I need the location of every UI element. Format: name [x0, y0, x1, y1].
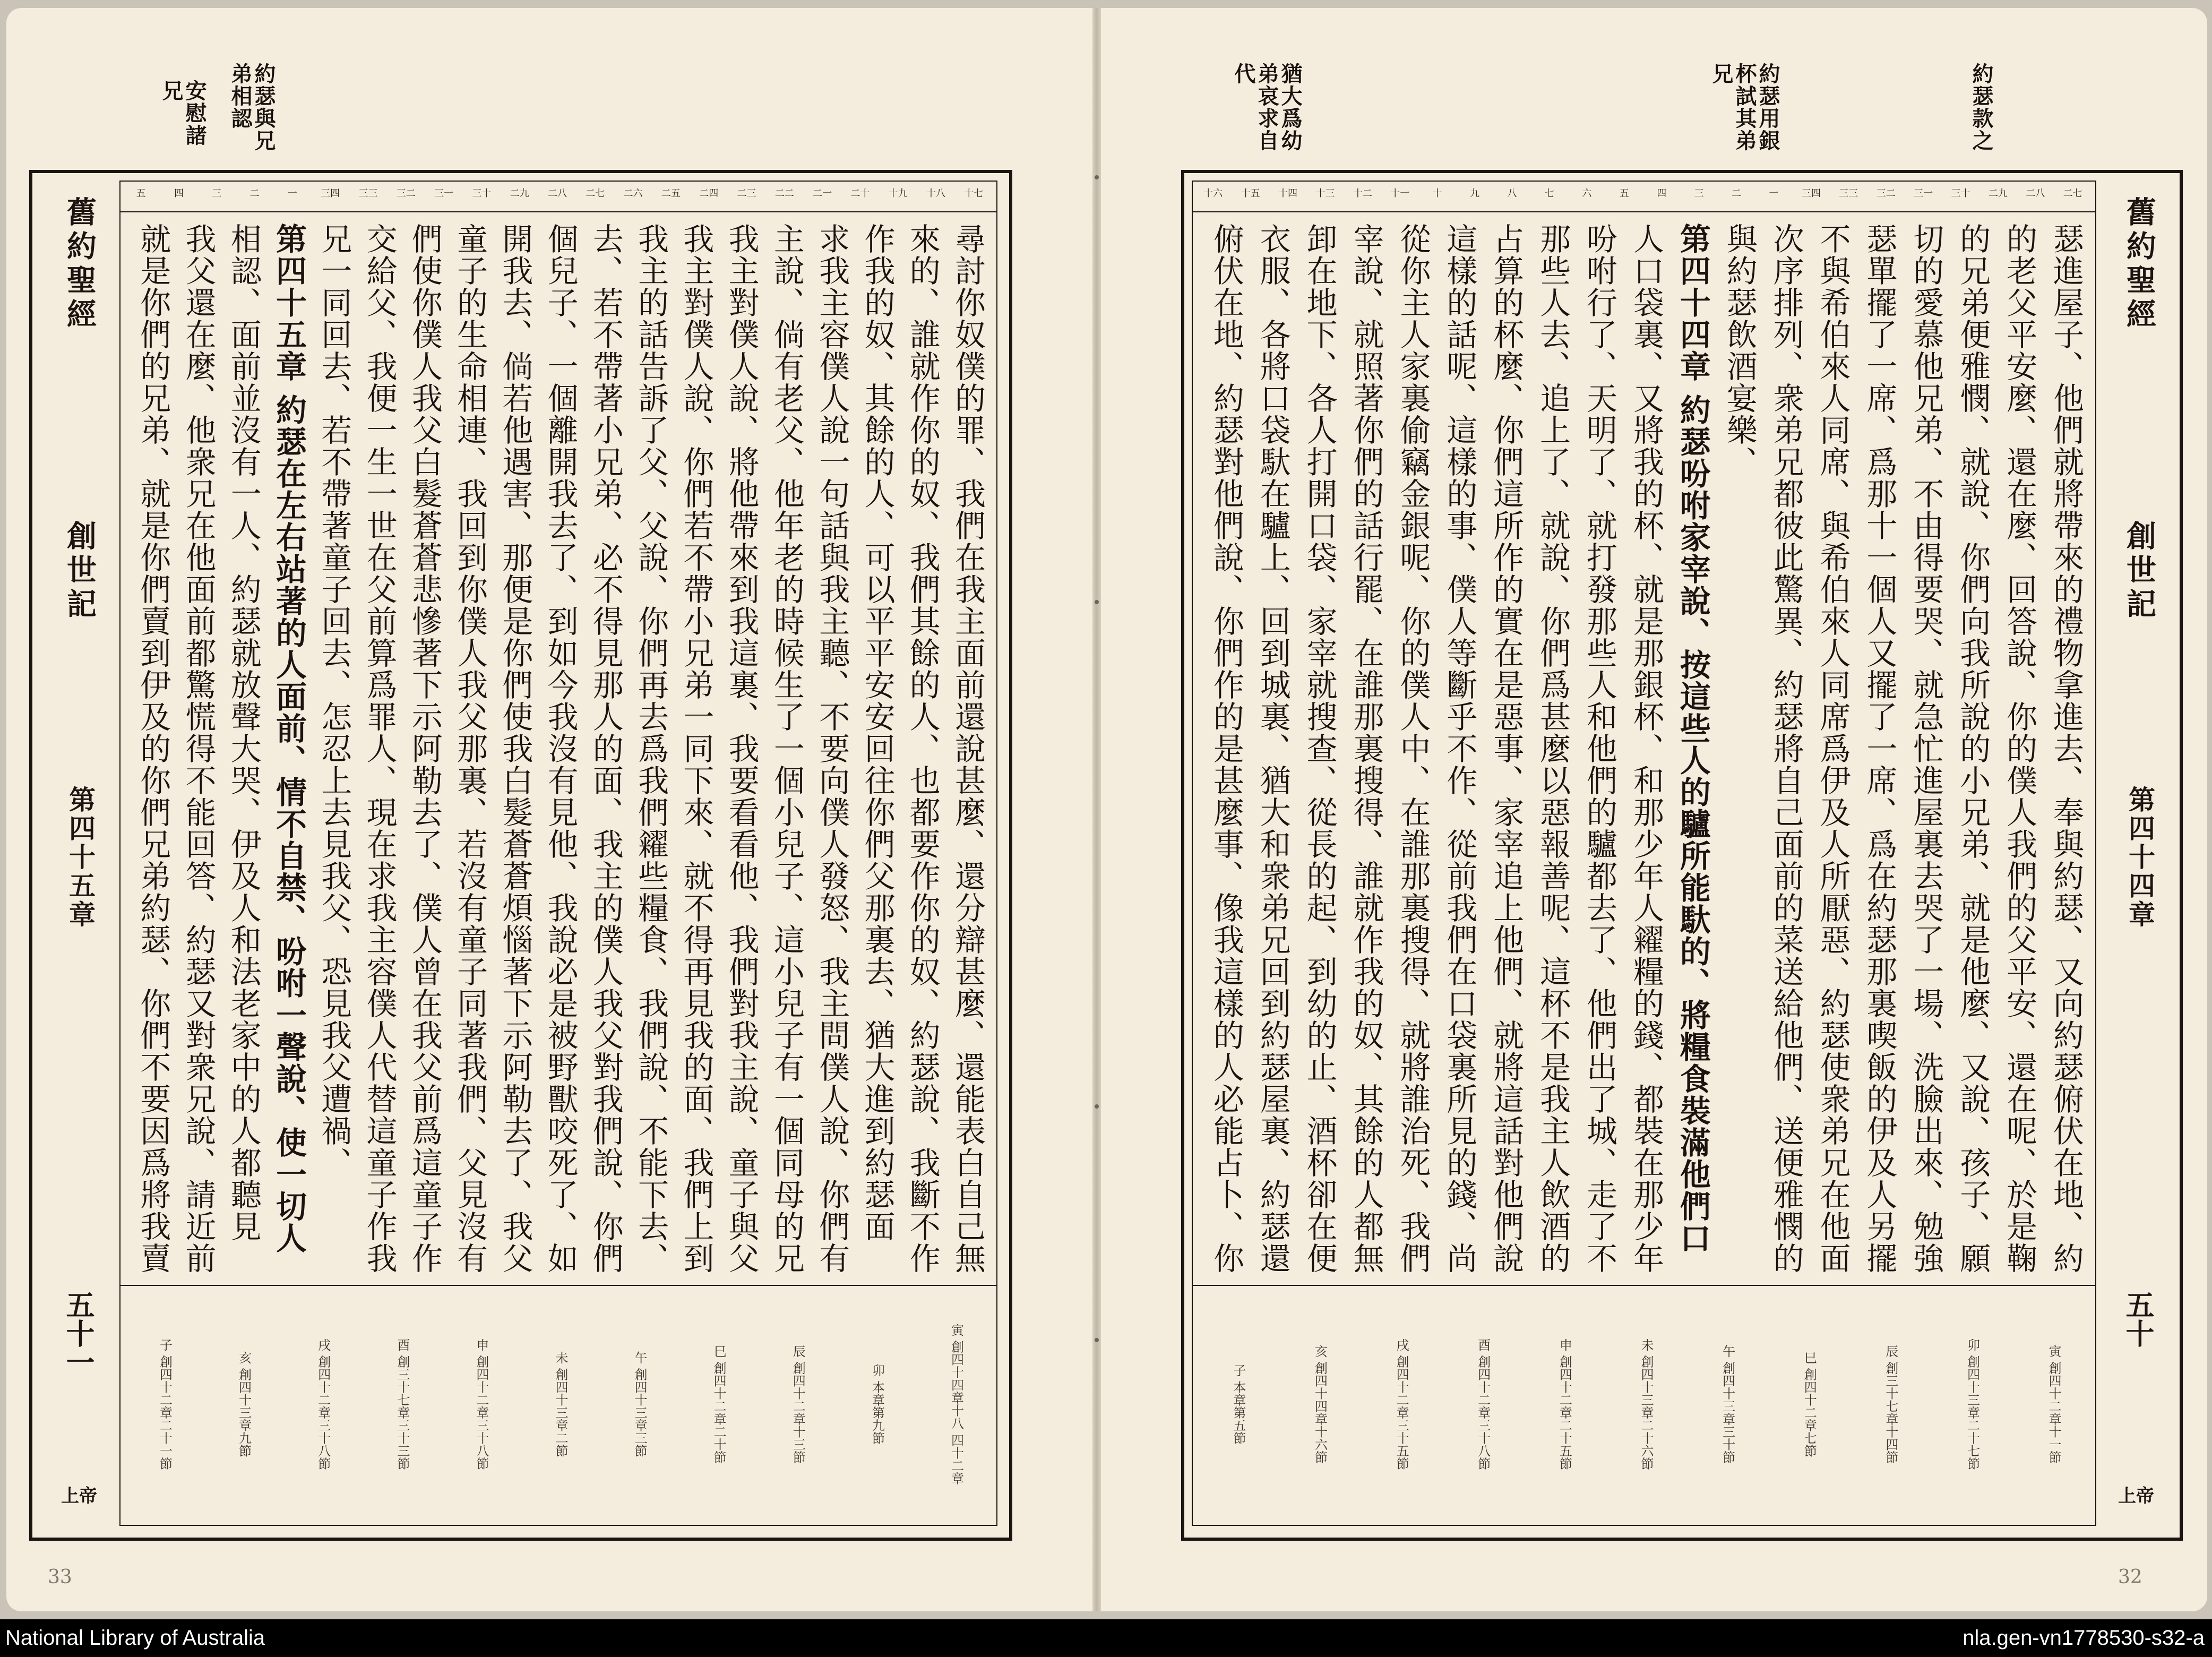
- left-book-title: 舊約聖經: [62, 196, 97, 332]
- verse-number: 二七: [2063, 188, 2082, 199]
- left-xref-rule: [119, 1285, 996, 1286]
- right-page-number: 五十: [2121, 1290, 2155, 1347]
- verse-number: 二五: [661, 188, 681, 199]
- body-column: 我主的話告訴了父、父說、你們再去爲我們糴些糧食、我們說、不能下去、: [633, 223, 669, 1274]
- cross-reference: 子 創四十二章二十一節: [157, 1338, 173, 1470]
- binding-stitch: [1095, 175, 1099, 179]
- verse-number: 三四: [321, 188, 340, 199]
- verse-number: 三四: [1801, 188, 1821, 199]
- verse-number: 三: [212, 188, 222, 199]
- verse-number: 四: [1657, 188, 1667, 199]
- verse-number: 十四: [1278, 188, 1298, 199]
- footer-library-name: National Library of Australia: [5, 1626, 265, 1650]
- cross-reference: 酉 創三十七章三十三節: [394, 1338, 410, 1470]
- verse-number: 三一: [434, 188, 454, 199]
- verse-number: 二八: [2026, 188, 2045, 199]
- right-verse-number-rule: [1192, 211, 2095, 212]
- left-verse-numbers: [122, 186, 993, 207]
- footer-identifier: nla.gen-vn1778530-s32-a: [1963, 1626, 2205, 1650]
- cross-reference: 午 創四十三章三十節: [1720, 1345, 1735, 1464]
- verse-number: 二四: [699, 188, 719, 199]
- left-chapter-label: 第四十五章: [65, 786, 96, 929]
- right-body-text: [1202, 223, 2089, 1280]
- left-top-note-3: 猶大爲幼弟哀求自代: [1231, 63, 1303, 152]
- right-xref-rule: [1192, 1285, 2095, 1286]
- binding-stitch: [1095, 600, 1099, 604]
- verse-number: 二三: [737, 188, 756, 199]
- verse-number: 七: [1544, 188, 1554, 199]
- cross-reference: 午 創四十三章三節: [632, 1351, 648, 1457]
- left-top-note-1: 約瑟與兄弟相認: [228, 63, 276, 152]
- verse-number: 一: [287, 188, 297, 199]
- body-column: 俯伏在地、約瑟對他們說、你們作的是甚麼事、像我這樣的人必能占卜、你: [1208, 223, 1244, 1274]
- verse-number: 三: [1694, 188, 1704, 199]
- verse-number: 三十: [472, 188, 492, 199]
- verse-number: 五: [1619, 188, 1629, 199]
- verse-number: 八: [1507, 188, 1517, 199]
- body-column: 的兄弟便雅憫、就說、你們向我所說的小兄弟、就是他麼、又說、孩子、願: [1955, 223, 1991, 1274]
- verse-number: 九: [1470, 188, 1480, 199]
- verse-number: 二: [1732, 188, 1742, 199]
- body-column: 從你主人家裏偷竊金銀呢、你的僕人中、在誰那裏搜得、就將誰治死、我們: [1395, 223, 1431, 1274]
- verse-number: 十五: [1241, 188, 1260, 199]
- body-column: 次序排列、衆弟兄都彼此驚異、約瑟將自己面前的菜送給他們、送便雅憫的: [1768, 223, 1804, 1274]
- left-book-name: 創世記: [62, 520, 97, 622]
- body-column: 占算的杯麼、你們這所作的實在是惡事、家宰追上他們、就將這話對他們說: [1488, 223, 1525, 1274]
- right-god-label: 上帝: [2118, 1486, 2154, 1507]
- body-column: 兄一同回去、若不帶著童子回去、怎忍上去見我父、恐見我父遭禍、: [316, 223, 352, 1179]
- verse-number: 三一: [1914, 188, 1933, 199]
- left-body-text: [130, 223, 990, 1280]
- left-verse-number-rule: [119, 211, 996, 212]
- cross-reference: 酉 創四十二章三十八節: [1475, 1338, 1491, 1470]
- body-column: 我主對僕人說、將他帶來到我這裏、我要看看他、我們對我主說、童子與父: [723, 223, 760, 1274]
- left-top-note-2: 安慰諸兄: [159, 80, 207, 147]
- body-column: 切的愛慕他兄弟、不由得要哭、就急忙進屋裏去哭了一場、洗臉出來、勉強: [1908, 223, 1944, 1274]
- verse-number: 十一: [1390, 188, 1410, 199]
- verse-number: 二六: [623, 188, 643, 199]
- left-page-number: 五十一: [62, 1290, 96, 1376]
- cross-reference: 申 創四十二章二十五節: [1557, 1338, 1572, 1470]
- body-column: 那些人去、追上了、就說、你們爲甚麼以惡報善呢、這杯不是我主人飲酒的: [1535, 223, 1571, 1274]
- body-column: 瑟進屋子、他們就將帶來的禮物拿進去、奉與約瑟、又向約瑟俯伏在地、約: [2047, 223, 2084, 1274]
- binding-stitch: [1095, 1338, 1099, 1342]
- verse-number: 十八: [926, 188, 946, 199]
- verse-number: 三十: [1951, 188, 1970, 199]
- cross-reference: 申 創四十二章三十八節: [474, 1338, 489, 1470]
- cross-reference: 戌 創四十二章三十五節: [1394, 1338, 1409, 1470]
- verse-number: 十: [1432, 188, 1442, 199]
- cross-reference: 子 本章第五節: [1230, 1364, 1246, 1445]
- verse-number: 三二: [396, 188, 416, 199]
- body-column: 童子的生命相連、我回到你僕人我父那裏、若沒有童子同著我們、父見沒有: [452, 223, 488, 1274]
- body-column: 我主對僕人說、你們若不帶小兄弟一同下來、就不得再見我的面、我們上到: [678, 223, 715, 1274]
- body-column: 交給父、我便一生一世在父前算爲罪人、現在求我主容僕人代替這童子作我: [361, 223, 398, 1274]
- body-column: 卸在地下、各人打開口袋、家宰就搜查、從長的起、到幼的止、酒杯卻在便: [1301, 223, 1338, 1274]
- verse-number: 十二: [1353, 188, 1372, 199]
- verse-number: 二一: [813, 188, 832, 199]
- body-column: 宰說、就照著你們的話行罷、在誰那裏搜得、誰就作我的奴、其餘的人都無: [1348, 223, 1384, 1274]
- right-chapter-label: 第四十四章: [2124, 786, 2156, 929]
- verse-number: 三三: [358, 188, 378, 199]
- verse-number: 二七: [586, 188, 605, 199]
- cross-reference: 巳 創四十二章七節: [1802, 1351, 1817, 1457]
- right-folio: 32: [2118, 1566, 2142, 1588]
- body-column: 作我的奴、其餘的人、可以平平安安回往你們父那裏去、猶大進到約瑟面: [859, 223, 896, 1242]
- cross-reference: 未 創四十三章二節: [553, 1351, 568, 1457]
- verse-number: 二八: [548, 188, 567, 199]
- right-book-name: 創世記: [2122, 520, 2157, 622]
- cross-reference: 卯 本章第九節: [870, 1364, 885, 1445]
- cross-reference: 寅 創四十二章十一節: [2046, 1345, 2062, 1464]
- footer-bar: [0, 1619, 2212, 1657]
- verse-number: 十六: [1203, 188, 1223, 199]
- body-column: 人口袋裏、又將我的杯、就是那銀杯、和那少年人糴糧的錢、都裝在那少年: [1628, 223, 1664, 1274]
- cross-reference: 巳 創四十二章二十節: [711, 1345, 727, 1464]
- binding-stitch: [1095, 1104, 1099, 1109]
- verse-number: 二九: [1988, 188, 2008, 199]
- cross-reference: 亥 創四十四章十六節: [1312, 1345, 1328, 1464]
- body-column: 這樣的話呢、這樣的事、僕人等斷乎不作、從前我們在口袋裏所見的錢、尚: [1441, 223, 1478, 1274]
- cross-reference: 未 創四十三章二十六節: [1639, 1338, 1654, 1470]
- left-cross-references: [122, 1290, 993, 1518]
- body-column: 不與希伯來人同席、與希伯來人同席爲伊及人所厭惡、約瑟使衆弟兄在他面: [1814, 223, 1851, 1274]
- right-top-note-1: 約瑟用銀杯試其弟兄: [1709, 63, 1780, 152]
- cross-reference: 亥 創四十三章九節: [236, 1351, 252, 1457]
- right-top-note-2: 約瑟款之: [1969, 63, 1994, 152]
- body-column: 開我去、倘若他遇害、那便是你們使我白髮蒼蒼煩惱著下示阿勒去了、我父: [497, 223, 533, 1274]
- verse-number: 六: [1582, 188, 1592, 199]
- verse-number: 五: [136, 188, 146, 199]
- book-gutter: [1092, 8, 1101, 1611]
- body-column: 瑟單擺了一席、爲那十一個人又擺了一席、爲在約瑟那裏喫飯的伊及人另擺: [1861, 223, 1898, 1274]
- body-column: 去、若不帶著小兄弟、必不得見那人的面、我主的僕人我父對我們說、你們: [587, 223, 624, 1274]
- left-folio: 33: [48, 1566, 72, 1588]
- right-cross-references: [1194, 1290, 2091, 1518]
- body-column: 尋討你奴僕的罪、我們在我主面前還說甚麼、還分辯甚麼、還能表白自己無: [949, 223, 986, 1274]
- body-column: 與約瑟飲酒宴樂、: [1721, 223, 1758, 478]
- cross-reference: 戌 創四十二章三十八節: [315, 1338, 331, 1470]
- verse-number: 十三: [1315, 188, 1335, 199]
- body-column: 相認、面前並沒有一人、約瑟就放聲大哭、伊及人和法老家中的人都聽見: [225, 223, 262, 1242]
- body-column: 就是你們的兄弟、就是你們賣到伊及的你們兄弟約瑟、你們不要因爲將我賣: [135, 223, 171, 1274]
- body-column: 吩咐行了、天明了、就打發那些人和他們的驢都去了、他們出了城、走了不: [1581, 223, 1618, 1274]
- verse-number: 二十: [850, 188, 870, 199]
- body-column: 主說、倘有老父、他年老的時候生了一個小兒子、這小兒子有一個同母的兄: [768, 223, 805, 1274]
- verse-number: 二九: [510, 188, 529, 199]
- verse-number: 一: [1769, 188, 1779, 199]
- right-book-title: 舊約聖經: [2122, 196, 2157, 332]
- verse-number: 三二: [1876, 188, 1896, 199]
- body-column: 的老父平安麼、還在麼、回答說、你的僕人我們的父平安、還在呢、於是鞠: [2001, 223, 2038, 1274]
- verse-number: 二二: [774, 188, 794, 199]
- verse-number: 二: [249, 188, 260, 199]
- right-verse-numbers: [1194, 186, 2091, 207]
- body-column: 衣服、各將口袋馱在驢上、回到城裏、猶大和衆弟兄回到約瑟屋裏、約瑟還: [1254, 223, 1291, 1274]
- verse-number: 四: [174, 188, 184, 199]
- left-god-label: 上帝: [61, 1486, 97, 1507]
- cross-reference: 寅 創四十四章十八 四十二章: [949, 1324, 964, 1485]
- cross-reference: 辰 創四十二章十三節: [790, 1345, 806, 1464]
- body-column: 第四十五章 約瑟在左右站著的人面前、情不自禁、吩咐一聲說、使一切人: [271, 223, 307, 1255]
- verse-number: 三三: [1839, 188, 1858, 199]
- body-column: 第四十四章 約瑟吩咐家宰說、按這些人的驢所能馱的、將糧食裝滿他們口: [1674, 223, 1711, 1255]
- verse-number: 十九: [888, 188, 908, 199]
- body-column: 個兒子、一個離開我去了、到如今我沒有見他、我說必是被野獸咬死了、如: [542, 223, 579, 1274]
- body-column: 來的、誰就作你的奴、我們其餘的人、也都要作你的奴、約瑟說、我斷不作: [904, 223, 941, 1274]
- body-column: 們使你僕人我父白髮蒼蒼悲慘著下示阿勒去了、僕人曾在我父前爲這童子作: [406, 223, 443, 1274]
- verse-number: 十七: [964, 188, 984, 199]
- body-column: 我父還在麼、他衆兄在他面前都驚慌得不能回答、約瑟又對衆兄說、請近前: [180, 223, 217, 1274]
- cross-reference: 卯 創四十三章二十七節: [1965, 1338, 1980, 1470]
- body-column: 求我主容僕人說一句話與我主聽、不要向僕人發怒、我主問僕人說、你們有: [814, 223, 850, 1274]
- cross-reference: 辰 創三十七章十四節: [1883, 1345, 1898, 1464]
